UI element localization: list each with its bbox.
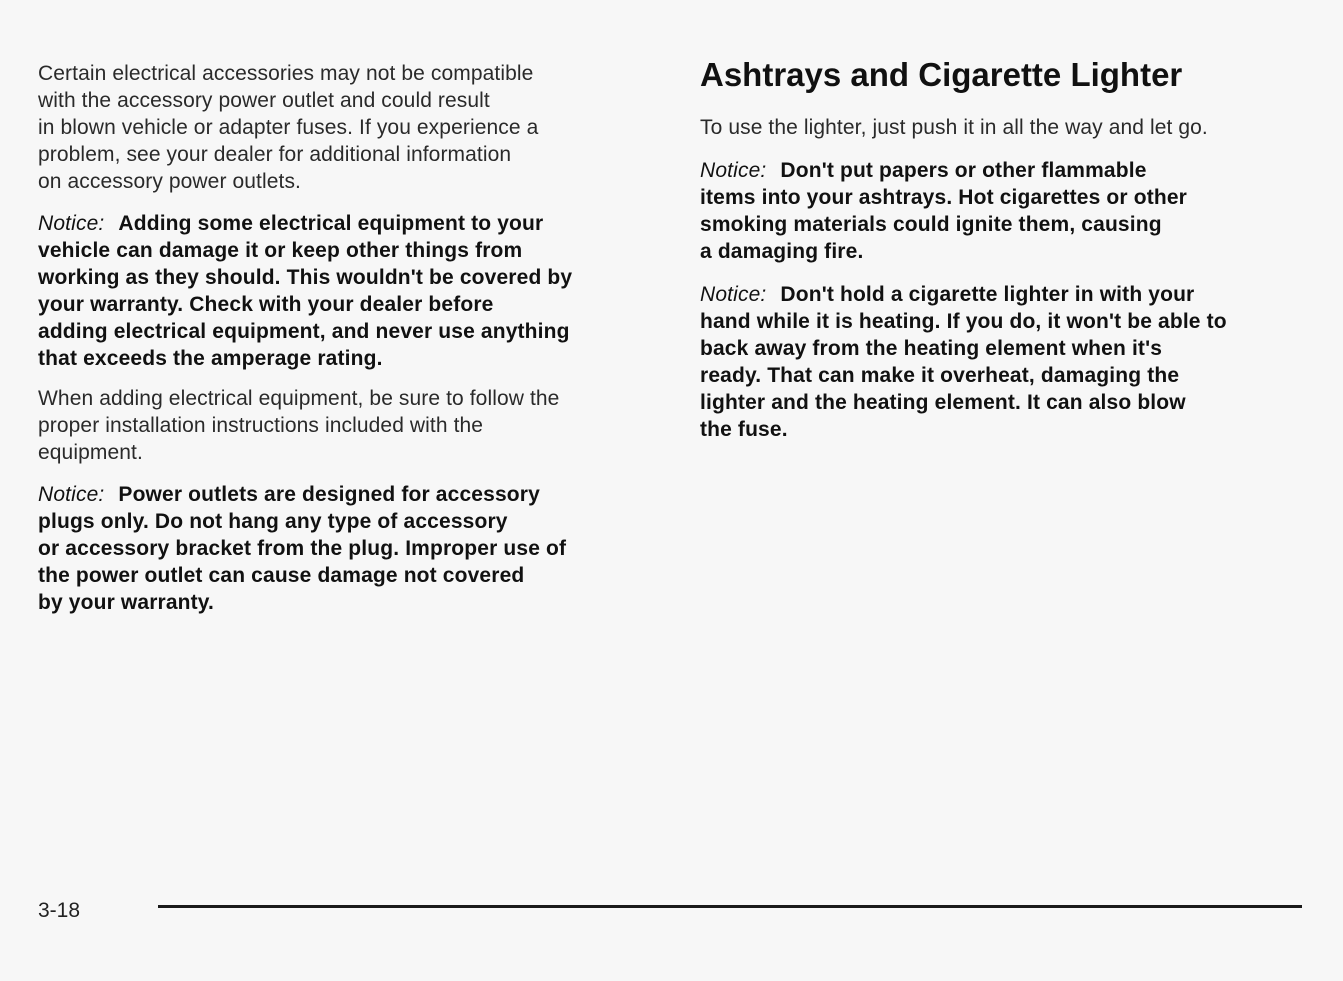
text-line: Don't put papers or other flammable: [780, 159, 1147, 182]
compatibility-paragraph: [38, 60, 538, 195]
text-line: items into your ashtrays. Hot cigarettes or other: [700, 186, 1187, 209]
notice-power-outlets: [38, 481, 566, 616]
text-line: ready. That can make it overheat, damaging the: [700, 364, 1180, 387]
text-line: your warranty. Check with your dealer before: [38, 293, 494, 316]
text-line: hand while it is heating. If you do, it won't be able to: [700, 310, 1227, 333]
section-heading: Ashtrays and Cigarette Lighter: [700, 56, 1183, 93]
text-line: Power outlets are designed for accessory: [118, 483, 540, 506]
text-line: To use the lighter, just push it in all the way and let go.: [700, 116, 1208, 139]
text-line: lighter and the heating element. It can also blow: [700, 391, 1186, 414]
text-line: with the accessory power outlet and could result: [38, 89, 490, 112]
text-line: smoking materials could ignite them, causing: [700, 213, 1162, 236]
text-line: Adding some electrical equipment to your: [118, 212, 544, 235]
text-line: vehicle can damage it or keep other things from: [38, 239, 523, 262]
page-number: 3-18: [38, 899, 81, 922]
notice-lighter-heating: [700, 281, 1227, 443]
text-line: the fuse.: [700, 418, 788, 441]
text-line: by your warranty.: [38, 591, 215, 614]
text-line: in blown vehicle or adapter fuses. If you experience a: [38, 116, 539, 139]
text-line: equipment.: [38, 441, 143, 464]
text-line: Certain electrical accessories may not be compatible: [38, 62, 534, 85]
lighter-intro: [700, 114, 1208, 141]
text-line: on accessory power outlets.: [38, 170, 301, 193]
text-line: or accessory bracket from the plug. Improper use of: [38, 537, 567, 560]
text-line: a damaging fire.: [700, 240, 864, 263]
notice-label: Notice:: [38, 212, 105, 235]
text-line: adding electrical equipment, and never use anything: [38, 320, 570, 343]
notice-label: Notice:: [38, 483, 105, 506]
notice-label: Notice:: [700, 283, 767, 306]
text-line: the power outlet can cause damage not covered: [38, 564, 525, 587]
text-line: Don't hold a cigarette lighter in with your: [780, 283, 1195, 306]
footer-rule: [158, 905, 1302, 908]
text-line: problem, see your dealer for additional information: [38, 143, 512, 166]
notice-label: Notice:: [700, 159, 767, 182]
text-line: When adding electrical equipment, be sure to follow the: [38, 387, 560, 410]
text-line: plugs only. Do not hang any type of accessory: [38, 510, 508, 533]
text-line: that exceeds the amperage rating.: [38, 347, 383, 370]
notice-ashtrays: [700, 157, 1187, 265]
text-line: working as they should. This wouldn't be covered by: [38, 266, 573, 289]
installation-paragraph: [38, 385, 559, 466]
text-line: back away from the heating element when it's: [700, 337, 1163, 360]
text-line: proper installation instructions included with the: [38, 414, 484, 437]
notice-electrical-equipment: [38, 210, 572, 372]
